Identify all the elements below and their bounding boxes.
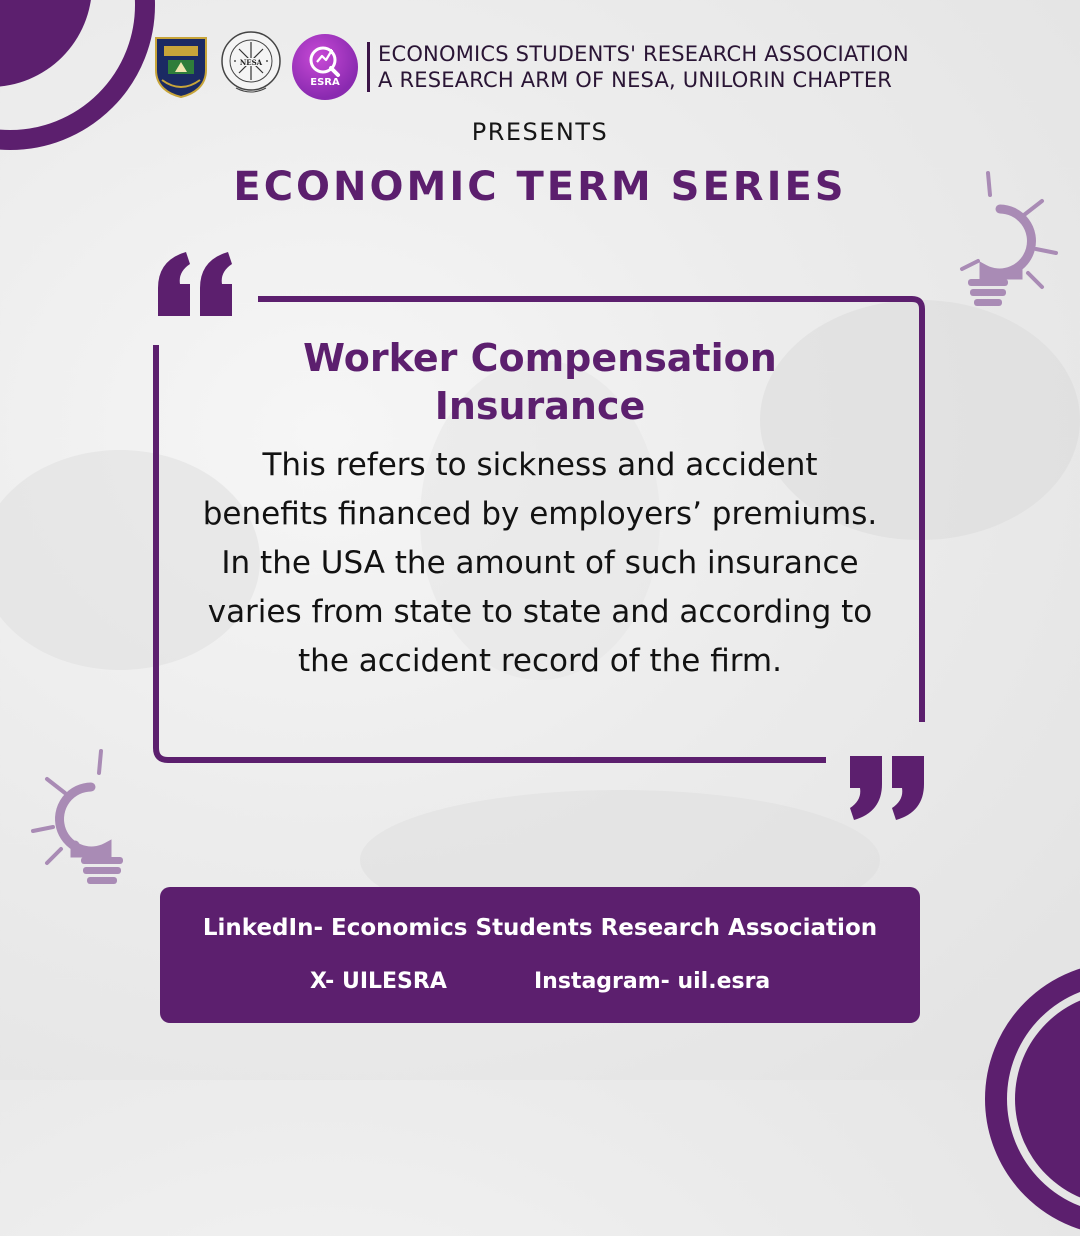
social-links-box [160,887,920,1023]
lightbulb-icon [948,165,1068,315]
close-quote-icon [846,752,926,822]
x-link[interactable]: X- UILESRA [310,969,447,994]
esra-logo-text: ESRA [310,77,340,88]
open-quote-icon [156,250,236,320]
university-crest-icon [154,36,208,98]
lightbulb-icon [25,745,145,895]
svg-text:NESA: NESA [239,58,263,67]
org-subtitle: A RESEARCH ARM OF NESA, UNILORIN CHAPTER [378,68,893,92]
linkedin-link[interactable]: LinkedIn- Economics Students Research Association [202,915,878,941]
nesa-logo-icon [220,30,282,96]
instagram-link[interactable]: Instagram- uil.esra [534,969,771,994]
esra-logo-icon [292,34,358,100]
term-title: Worker Compensation Insurance [303,336,777,428]
series-title: ECONOMIC TERM SERIES [233,164,847,210]
org-name: ECONOMICS STUDENTS' RESEARCH ASSOCIATION [378,42,909,66]
header-divider [367,42,370,92]
term-definition: This refers to sickness and accident benefits financed by employers’ premiums. In the USA the amount of such insurance varies from state to state and according to the accident record of the firm. [202,447,878,679]
presents-label: PRESENTS [471,118,609,146]
